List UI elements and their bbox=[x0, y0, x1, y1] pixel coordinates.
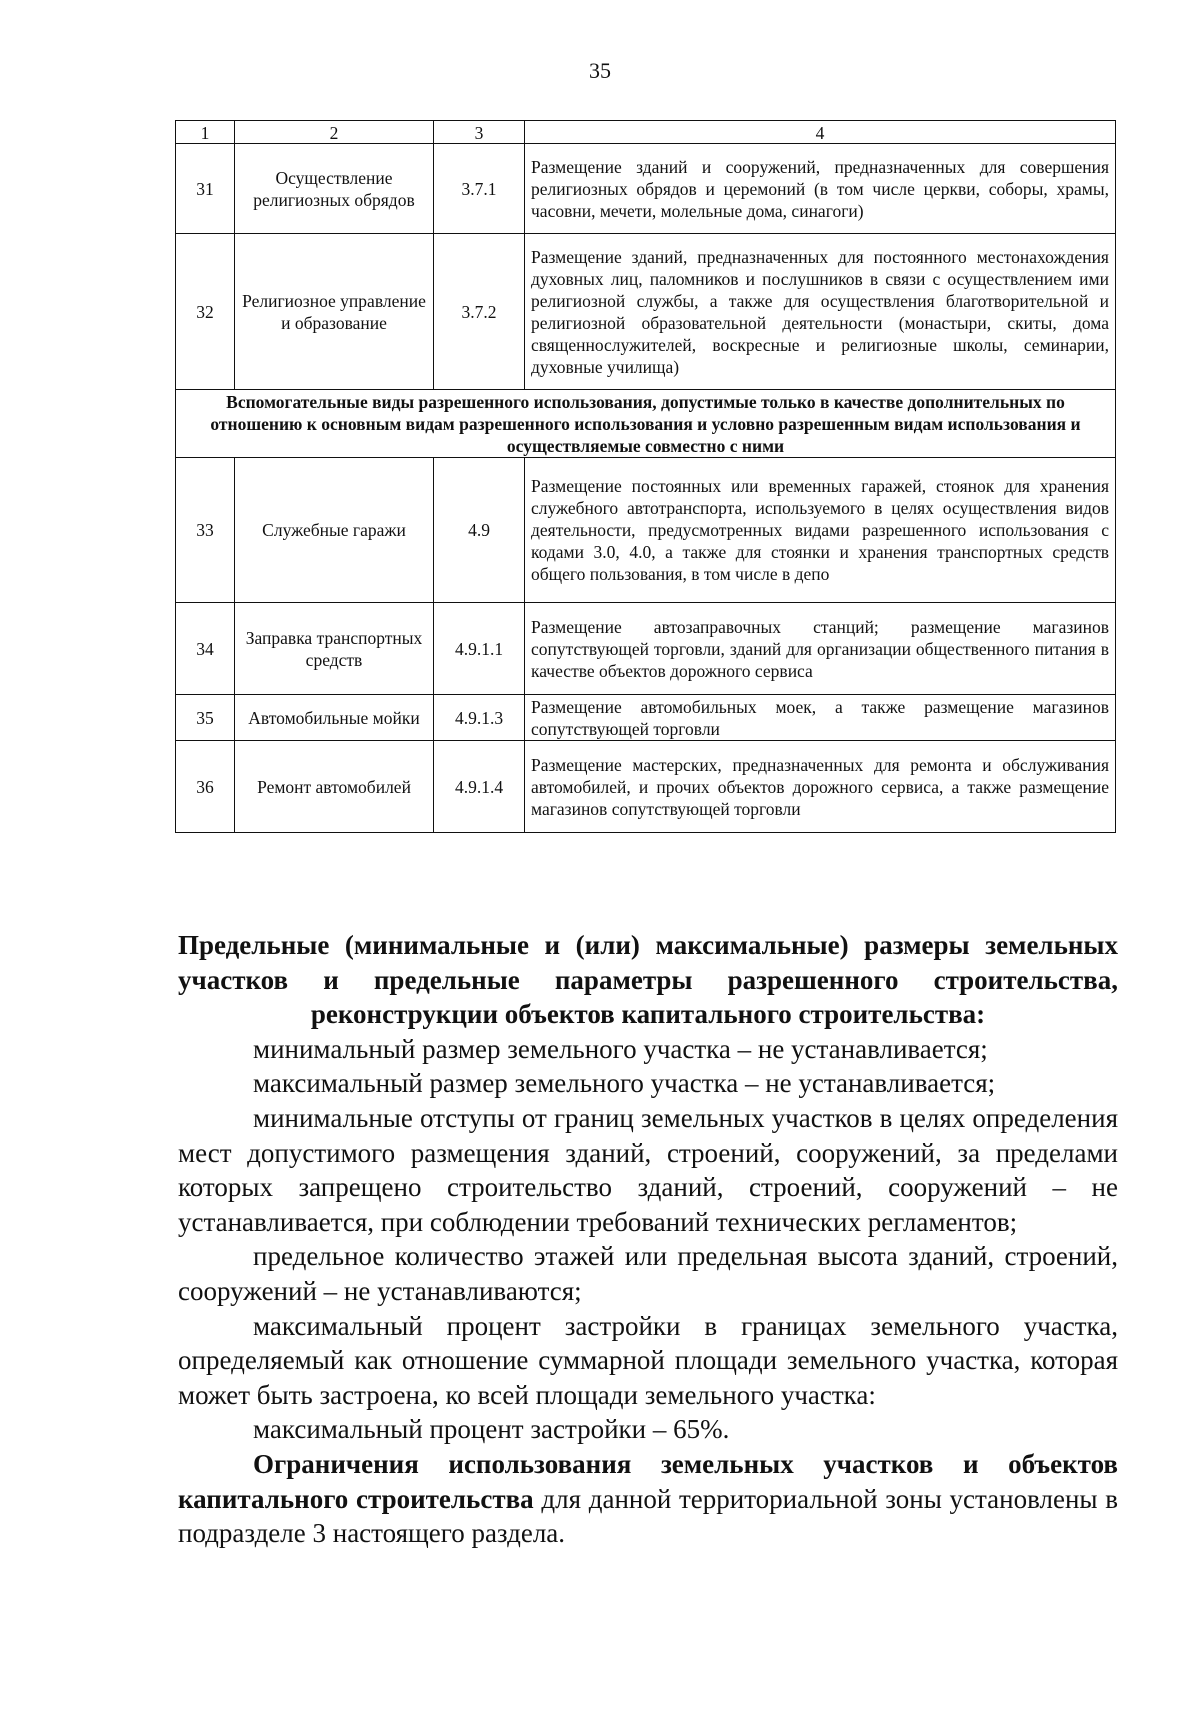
description-text: Размещение мастерских, предназначенных для ремонта и обслуживания автомобилей, и прочих объектов дорожного сервиса, а также размещение магазинов сопутствующей торговли bbox=[531, 754, 1109, 819]
section-title: Вспомогательные виды разрешенного использования, допустимые только в качестве дополнительных по отношению к основным видам разрешенного использования и условно разрешенным видам использования и осуществляемые совместно с ними bbox=[176, 390, 1116, 458]
description-text: Размещение автозаправочных станций; размещение магазинов сопутствующей торговли, зданий для организации общественного питания в качестве объектов дорожного сервиса bbox=[531, 616, 1109, 681]
table-row bbox=[176, 695, 1116, 741]
row-use-description bbox=[525, 603, 1116, 695]
row-use-code: 4.9 bbox=[434, 458, 525, 603]
body-text bbox=[178, 928, 1118, 1551]
description-text: Размещение постоянных или временных гаражей, стоянок для хранения служебного автотранспорта, используемого в целях осуществления видов деятельности, предусмотренных видами разрешенного использования с кодами 3.0, 4.0, а также для стоянки и хранения транспортных средств общего пользования, в том числе в депо bbox=[531, 476, 1109, 584]
table-row bbox=[176, 741, 1116, 833]
row-use-description bbox=[525, 234, 1116, 390]
paragraph-max-plot-size: максимальный размер земельного участка – не устанавливается; bbox=[253, 1068, 996, 1099]
header-cell: 1 bbox=[176, 121, 235, 144]
row-number: 36 bbox=[176, 741, 235, 833]
paragraph-setbacks: минимальные отступы от границ земельных участков в целях определения мест допустимого размещения зданий, строений, сооружений, за пределами которых запрещено строительство зданий, строений, сооружений – не устанавливается, при соблюдении требований технических регламентов; bbox=[178, 1102, 1118, 1237]
row-use-name: Служебные гаражи bbox=[235, 458, 434, 603]
row-number: 31 bbox=[176, 144, 235, 234]
row-use-name: Заправка транспортных средств bbox=[235, 603, 434, 695]
header-cell: 3 bbox=[434, 121, 525, 144]
section-heading: Предельные (минимальные и (или) максимальные) размеры земельных участков и предельные параметры разрешенного строительства, реконструкции объектов капитального строительства: bbox=[178, 930, 1118, 1030]
section-row bbox=[176, 390, 1116, 458]
row-use-code: 3.7.2 bbox=[434, 234, 525, 390]
row-use-code: 4.9.1.3 bbox=[434, 695, 525, 741]
row-use-description bbox=[525, 144, 1116, 234]
row-use-code: 3.7.1 bbox=[434, 144, 525, 234]
row-use-code: 4.9.1.4 bbox=[434, 741, 525, 833]
paragraph-building-percent: максимальный процент застройки в границах земельного участка, определяемый как отношение суммарной площади земельного участка, которая может быть застроена, ко всей площади земельного участка: bbox=[178, 1310, 1118, 1410]
row-number: 34 bbox=[176, 603, 235, 695]
table-row bbox=[176, 603, 1116, 695]
row-number: 32 bbox=[176, 234, 235, 390]
description-text: Размещение зданий, предназначенных для постоянного местонахождения духовных лиц, паломников и послушников в связи с осуществлением ими религиозной службы, а также для осуществления благотворительной и религиозной образовательной деятельности (монастыри, скиты, дома священнослужителей, воскресные и религиозные школы, семинарии, духовные училища) bbox=[531, 246, 1109, 377]
paragraph-max-percent: максимальный процент застройки – 65%. bbox=[253, 1414, 730, 1445]
header-cell: 4 bbox=[525, 121, 1116, 144]
row-number: 35 bbox=[176, 695, 235, 741]
paragraph-restrictions bbox=[178, 1447, 1118, 1551]
row-use-name: Ремонт автомобилей bbox=[235, 741, 434, 833]
paragraph-floors-height: предельное количество этажей или предельная высота зданий, строений, сооружений – не устанавливаются; bbox=[178, 1241, 1118, 1306]
restrictions-rest-text: для данной территориальной зоны установлены в подразделе 3 настоящего раздела. bbox=[178, 1483, 1118, 1549]
row-use-name: Религиозное управление и образование bbox=[235, 234, 434, 390]
row-use-description bbox=[525, 458, 1116, 603]
row-use-code: 4.9.1.1 bbox=[434, 603, 525, 695]
table-row bbox=[176, 234, 1116, 390]
row-use-description bbox=[525, 741, 1116, 833]
description-text: Размещение зданий и сооружений, предназначенных для совершения религиозных обрядов и церемоний (в том числе церкви, соборы, храмы, часовни, мечети, молельные дома, синагоги) bbox=[531, 156, 1109, 221]
page-number: 35 bbox=[589, 58, 611, 83]
row-use-description bbox=[525, 695, 1116, 741]
paragraph-min-plot-size: минимальный размер земельного участка – не устанавливается; bbox=[253, 1033, 988, 1064]
table-row bbox=[176, 144, 1116, 234]
header-cell: 2 bbox=[235, 121, 434, 144]
row-use-name: Осуществление религиозных обрядов bbox=[235, 144, 434, 234]
row-use-name: Автомобильные мойки bbox=[235, 695, 434, 741]
table-row bbox=[176, 458, 1116, 603]
description-text: Размещение автомобильных моек, а также размещение магазинов сопутствующей торговли bbox=[531, 696, 1109, 739]
land-use-table bbox=[175, 120, 1116, 833]
table-header-row bbox=[176, 121, 1116, 144]
row-number: 33 bbox=[176, 458, 235, 603]
restrictions-bold-text: Ограничения использования земельных участков и объектов капитального строительства bbox=[178, 1448, 1118, 1514]
